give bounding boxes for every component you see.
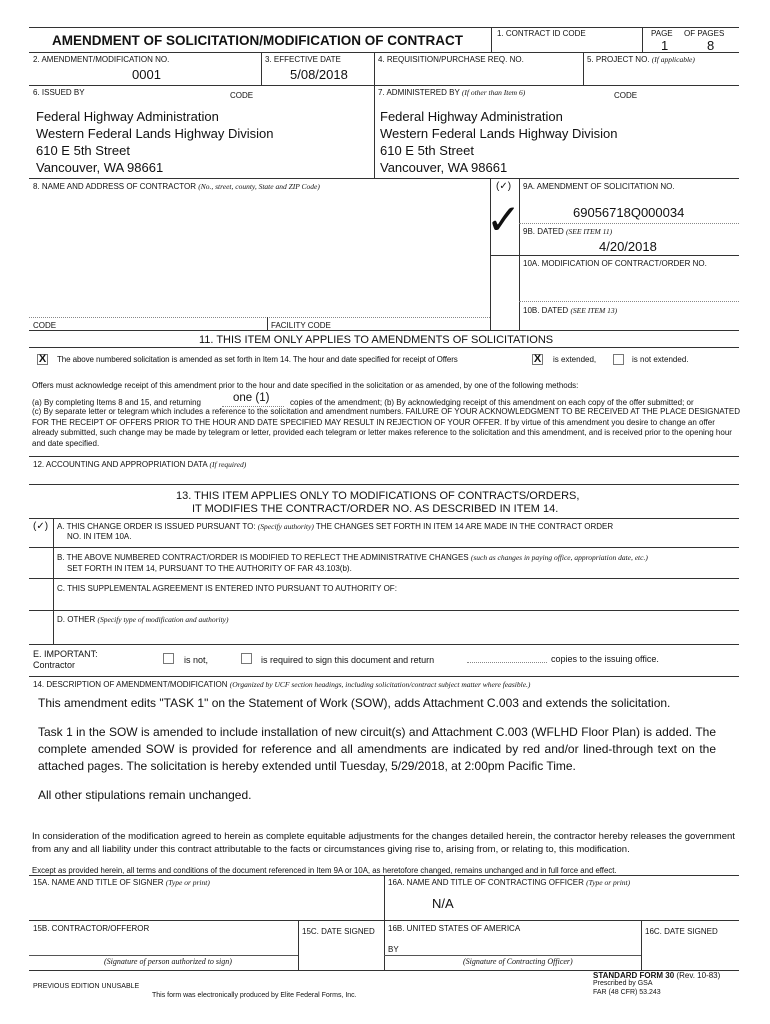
admin-line-1: Federal Highway Administration <box>380 109 563 124</box>
item-13c-text: C. THIS SUPPLEMENTAL AGREEMENT IS ENTERED INTO PURSUANT TO AUTHORITY OF: <box>57 584 397 593</box>
dated-9b-label: 9B. DATED (SEE ITEM 11) <box>523 227 613 236</box>
page-label: PAGE <box>651 29 673 38</box>
amendment-no-label: 2. AMENDMENT/MODIFICATION NO. <box>33 55 170 64</box>
date-signed-15c-label: 15C. DATE SIGNED <box>302 927 375 936</box>
issued-by-label: 6. ISSUED BY <box>33 88 85 97</box>
prescribed-by-label: Prescribed by GSA <box>593 980 653 987</box>
project-no-label: 5. PROJECT NO. (If applicable) <box>587 55 695 64</box>
administered-by-label: 7. ADMINISTERED BY (If other than Item 6) <box>378 88 526 97</box>
item-13b-text-2: SET FORTH IN ITEM 14, PURSUANT TO THE AUTHORITY OF FAR 43.103(b). <box>67 564 352 573</box>
far-reference-label: FAR (48 CFR) 53.243 <box>593 989 661 996</box>
item-13a-text: A. THIS CHANGE ORDER IS ISSUED PURSUANT TO: (Specify authority) THE CHANGES SET FORTH IN ITEM 14 ARE MADE IN THE CONTRACT ORDER <box>57 522 614 531</box>
admin-code-label: CODE <box>614 91 638 100</box>
contractor-code-label: CODE <box>33 321 57 330</box>
issued-by-line-4: Vancouver, WA 98661 <box>36 160 164 175</box>
description-p1: This amendment edits "TASK 1" on the Statement of Work (SOW), adds Attachment C.003 and extends the solicitation. <box>38 696 671 710</box>
copies-to-label: copies to the issuing office. <box>551 654 659 664</box>
item-13-check-label: (✓) <box>33 521 49 532</box>
is-required-checkbox[interactable] <box>241 653 252 664</box>
admin-line-4: Vancouver, WA 98661 <box>380 160 508 175</box>
contract-id-label: 1. CONTRACT ID CODE <box>497 29 586 38</box>
contracting-officer-name: N/A <box>432 896 454 911</box>
offers-acknowledge-text: Offers must acknowledge receipt of this amendment prior to the hour and date specified in the solicitation or as amended, by one of the following methods: <box>32 381 579 390</box>
modification-no-label: 10A. MODIFICATION OF CONTRACT/ORDER NO. <box>523 259 707 268</box>
description-p2: Task 1 in the SOW is amended to include installation of new circuit(s) and Attachment C.003 (WFLHD Floor Plan) is added. The complete amended SOW is provided for reference and all amendments are indicated by red and/or lined-through text on the attached pages. The solicitation is hereby extended until Tuesday, 5/29/2018, at 2:00pm Pacific Time. <box>38 725 716 773</box>
accounting-label: 12. ACCOUNTING AND APPROPRIATION DATA (If required) <box>33 460 247 469</box>
not-extended-checkbox[interactable] <box>613 354 624 365</box>
united-states-label: 16B. UNITED STATES OF AMERICA <box>388 924 521 933</box>
description-p3: All other stipulations remain unchanged. <box>38 788 252 802</box>
check-mark-icon: ✓ <box>486 195 522 244</box>
of-pages-label: OF PAGES <box>684 29 725 38</box>
contractor-text: Contractor <box>33 660 76 670</box>
issued-by-line-3: 610 E 5th Street <box>36 143 130 158</box>
contracting-officer-label: 16A. NAME AND TITLE OF CONTRACTING OFFICER (Type or print) <box>388 878 631 887</box>
description-label: 14. DESCRIPTION OF AMENDMENT/MODIFICATION (Organized by UCF section headings, including solicitation/contract subject matter where feasible.) <box>33 680 531 689</box>
item-11-amended-checkbox[interactable]: X <box>38 353 47 365</box>
of-pages-number: 8 <box>707 38 715 53</box>
admin-line-3: 610 E 5th Street <box>380 143 474 158</box>
method-b-text: copies of the amendment; (b) By acknowledging receipt of this amendment on each copy of the offer submitted; or <box>290 398 694 407</box>
item-13-heading-1: 13. THIS ITEM APPLIES ONLY TO MODIFICATIONS OF CONTRACTS/ORDERS, <box>176 490 580 502</box>
except-text: Except as provided herein, all terms and conditions of the document referenced in Item 9A or 10A, as heretofore changed, remains unchanged and in full force and effect. <box>32 866 617 875</box>
admin-line-2: Western Federal Lands Highway Division <box>380 126 618 141</box>
method-a-text: (a) By completing Items 8 and 15, and returning <box>32 398 201 407</box>
extended-checkbox[interactable]: X <box>533 353 542 365</box>
produced-by-note: This form was electronically produced by Elite Federal Forms, Inc. <box>152 992 357 999</box>
copies-count: one (1) <box>233 392 270 404</box>
item-13d-text: D. OTHER (Specify type of modification and authority) <box>57 615 229 624</box>
check-column-label: (✓) <box>496 181 512 192</box>
item-13b-text: B. THE ABOVE NUMBERED CONTRACT/ORDER IS MODIFIED TO REFLECT THE ADMINISTRATIVE CHANGES (such as changes in paying office, appropriation date, etc.) <box>57 553 648 562</box>
item-13a-text-2: NO. IN ITEM 10A. <box>67 532 132 541</box>
dated-10b-label: 10B. DATED (SEE ITEM 13) <box>523 306 618 315</box>
important-label: E. IMPORTANT: <box>33 649 98 659</box>
effective-date: 5/08/2018 <box>290 67 348 82</box>
previous-edition-note: PREVIOUS EDITION UNUSABLE <box>33 983 140 990</box>
amend-solicitation-no: 69056718Q000034 <box>573 205 685 220</box>
item-11-paragraph: (c) By separate letter or telegram which includes a reference to the solicitation and amendment numbers. FAILURE OF YOUR ACKNOWLEDGMENT TO BE RECEIVED AT THE PLACE DESIGNATED FOR THE RECEIPT OF OFFERS PRIOR TO THE HOUR AND DATE SPECIFIED MAY RESULT IN REJECTION OF YOUR OFFER. If by virtue of this amendment you desire to change an offer already submitted, such change may be made by telegram or letter, provided each telegram or letter makes reference to the solicitation and this amendment, and is received prior to the opening hour and date specified. <box>32 407 740 448</box>
issued-code-label: CODE <box>230 91 254 100</box>
requisition-label: 4. REQUISITION/PURCHASE REQ. NO. <box>378 55 524 64</box>
form-title: AMENDMENT OF SOLICITATION/MODIFICATION OF CONTRACT <box>52 33 463 48</box>
item-11-heading: 11. THIS ITEM ONLY APPLIES TO AMENDMENTS OF SOLICITATIONS <box>199 334 554 346</box>
description-p4: In consideration of the modification agreed to herein as complete equitable adjustments for the changes detailed herein, the contractor hereby releases the government from any and all liability under this contract attributable to the facts or circumstances giving rise to, arising from, or relating to, this modification. <box>32 831 735 855</box>
item-13-heading-2: IT MODIFIES THE CONTRACT/ORDER NO. AS DESCRIBED IN ITEM 14. <box>192 503 559 515</box>
date-signed-16c-label: 16C. DATE SIGNED <box>645 927 718 936</box>
contractor-label: 8. NAME AND ADDRESS OF CONTRACTOR (No., street, county, State and ZIP Code) <box>33 182 320 191</box>
effective-date-label: 3. EFFECTIVE DATE <box>265 55 341 64</box>
by-label: BY <box>388 945 399 954</box>
not-extended-label: is not extended. <box>632 355 689 364</box>
dated-9b: 4/20/2018 <box>599 239 657 254</box>
is-not-checkbox[interactable] <box>163 653 174 664</box>
issued-by-line-1: Federal Highway Administration <box>36 109 219 124</box>
amend-solicitation-label: 9A. AMENDMENT OF SOLICITATION NO. <box>523 182 675 191</box>
page-number: 1 <box>661 38 669 53</box>
standard-form-label: STANDARD FORM 30 (Rev. 10-83) <box>593 971 721 980</box>
item-11-amended-text: The above numbered solicitation is amended as set forth in Item 14. The hour and date specified for receipt of Offers <box>57 355 458 364</box>
signer-name-label: 15A. NAME AND TITLE OF SIGNER (Type or print) <box>33 878 210 887</box>
issued-by-line-2: Western Federal Lands Highway Division <box>36 126 274 141</box>
is-required-label: is required to sign this document and return <box>261 655 435 665</box>
facility-code-label: FACILITY CODE <box>271 321 331 330</box>
contractor-signature-caption: (Signature of person authorized to sign) <box>104 957 232 966</box>
amendment-no: 0001 <box>132 67 161 82</box>
officer-signature-caption: (Signature of Contracting Officer) <box>463 957 573 966</box>
extended-label: is extended, <box>553 355 597 364</box>
is-not-label: is not, <box>184 655 209 665</box>
contractor-offeror-label: 15B. CONTRACTOR/OFFEROR <box>33 924 150 933</box>
